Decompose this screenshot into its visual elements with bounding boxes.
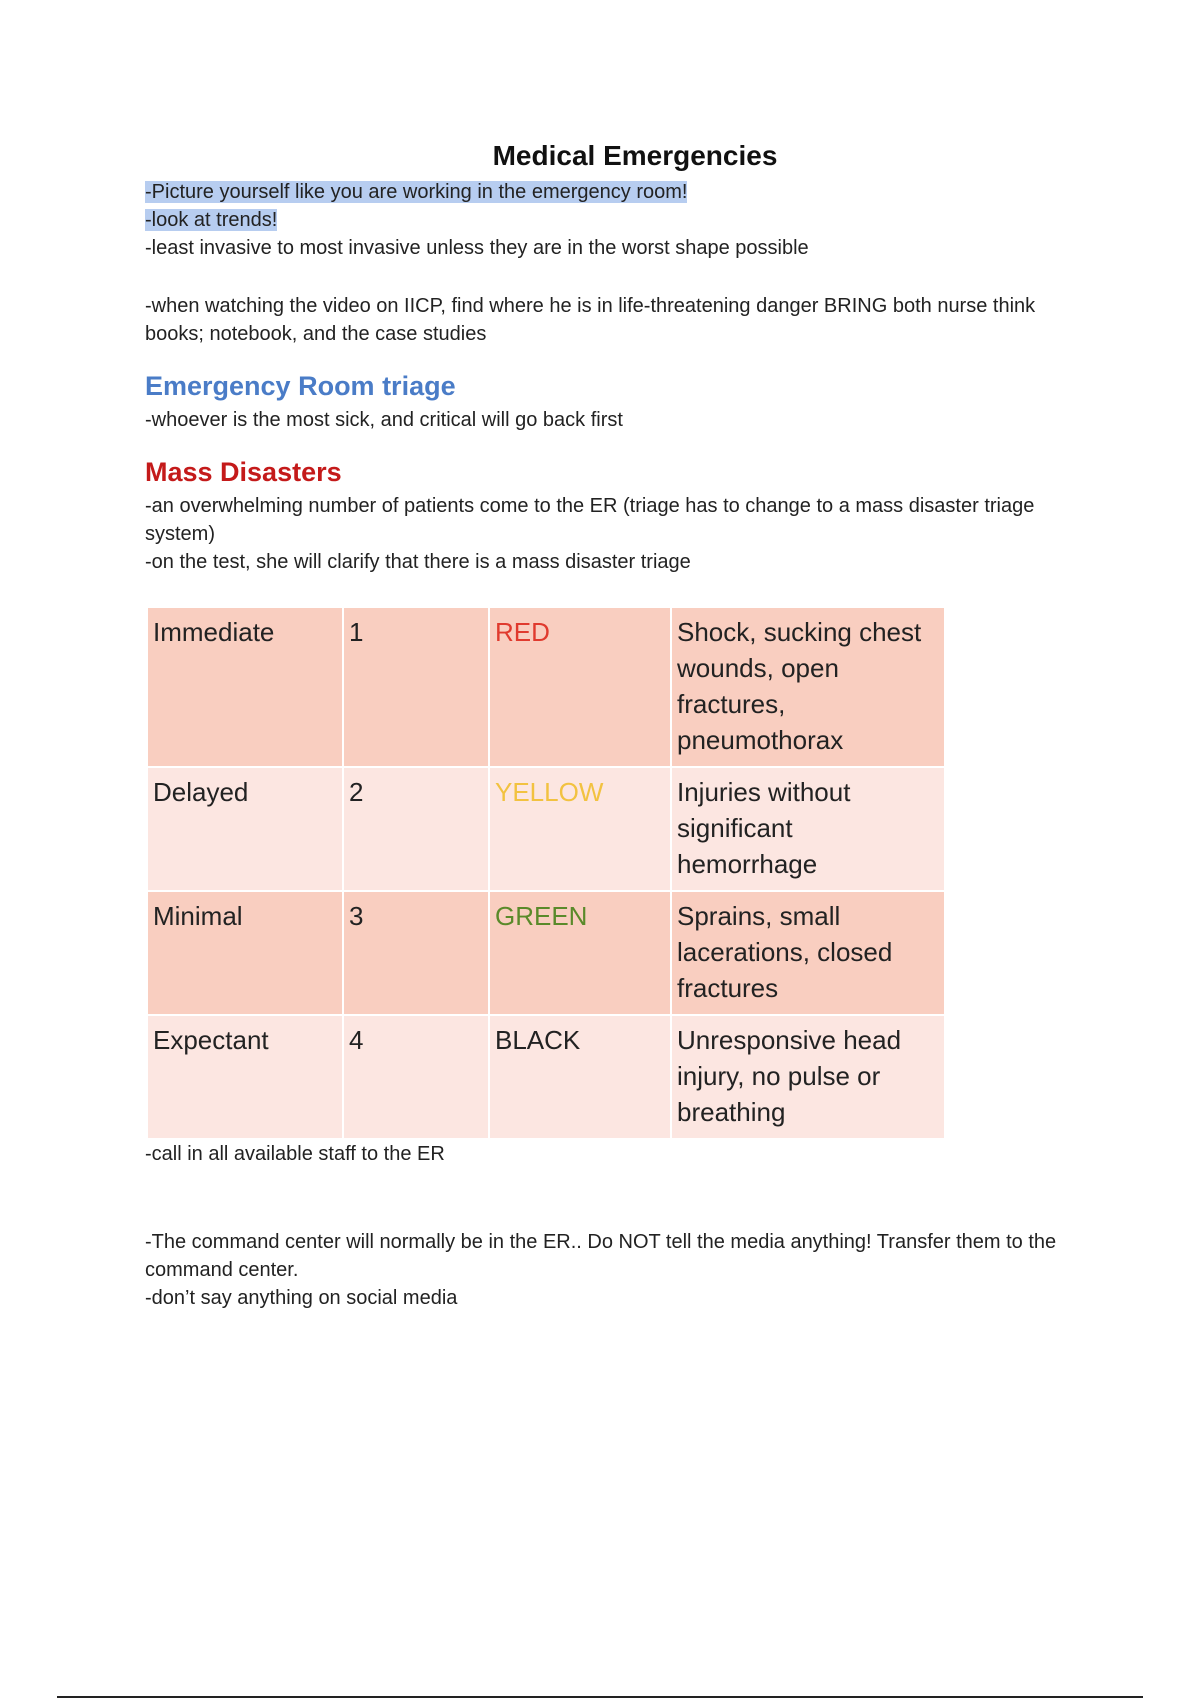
intro-line-highlighted-1: -Picture yourself like you are working in the emergency room! [145,181,688,203]
table-row [147,607,945,767]
table-row [147,891,945,1015]
number-cell: 3 [343,891,489,1015]
number-cell: 1 [343,607,489,767]
er-triage-text: -whoever is the most sick, and critical will go back first [145,409,623,431]
color-label-cell: GREEN [489,891,671,1015]
description-cell: Shock, sucking chest wounds, open fractures, pneumothorax [671,607,945,767]
description-cell: Sprains, small lacerations, closed fractures [671,891,945,1015]
heading-er-triage: Emergency Room triage [145,371,456,401]
heading-mass-disasters: Mass Disasters [145,457,342,487]
category-cell: Immediate [147,607,343,767]
category-cell: Minimal [147,891,343,1015]
number-cell: 2 [343,767,489,891]
page-title: Medical Emergencies [492,140,778,171]
table-row [147,767,945,891]
mass-disasters-line-2: -on the test, she will clarify that there is a mass disaster triage [145,551,691,573]
color-label-cell: BLACK [489,1015,671,1139]
intro-line-highlighted-2: -look at trends! [145,209,278,231]
command-center-line-2: -don’t say anything on social media [145,1287,458,1309]
command-center-line-1: -The command center will normally be in the ER.. Do NOT tell the media anything! Transfer them to the command center. [145,1231,1057,1281]
table-row [147,1015,945,1139]
category-cell: Delayed [147,767,343,891]
color-label-cell: RED [489,607,671,767]
triage-table [146,606,946,1140]
video-note: -when watching the video on IICP, find where he is in life-threatening danger BRING both nurse think books; notebook, and the case studies [145,295,1036,345]
color-label-cell: YELLOW [489,767,671,891]
mass-disasters-line-1: -an overwhelming number of patients come to the ER (triage has to change to a mass disaster triage system) [145,495,1035,545]
footer-divider [57,1696,1143,1698]
description-cell: Injuries without significant hemorrhage [671,767,945,891]
document-page [145,140,1085,1312]
category-cell: Expectant [147,1015,343,1139]
intro-line-plain: -least invasive to most invasive unless they are in the worst shape possible [145,237,809,259]
number-cell: 4 [343,1015,489,1139]
after-table-note: -call in all available staff to the ER [145,1143,445,1165]
description-cell: Unresponsive head injury, no pulse or breathing [671,1015,945,1139]
